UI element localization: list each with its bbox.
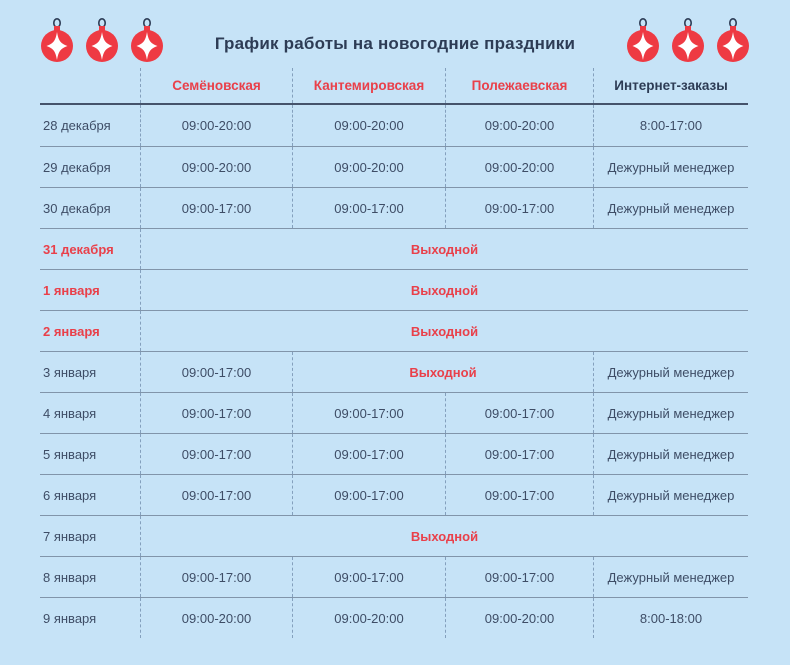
table-row <box>40 597 748 638</box>
table-row <box>40 187 748 228</box>
schedule-cell: 09:00-17:00 <box>445 475 593 515</box>
schedule-cell: Дежурный менеджер <box>593 434 748 474</box>
schedule-cell: Дежурный менеджер <box>593 393 748 433</box>
schedule-cell: 09:00-17:00 <box>140 393 292 433</box>
column-header: Интернет-заказы <box>593 68 748 103</box>
christmas-ornament-icon <box>40 18 74 64</box>
table-row <box>40 392 748 433</box>
date-cell: 30 декабря <box>43 200 111 216</box>
schedule-cell: 09:00-17:00 <box>445 434 593 474</box>
christmas-ornament-icon <box>130 18 164 64</box>
column-header: Кантемировская <box>292 68 445 103</box>
schedule-cell: 09:00-20:00 <box>140 147 292 187</box>
schedule-cell: Дежурный менеджер <box>593 352 748 392</box>
header-date-empty <box>40 68 140 103</box>
dayoff-cell: Выходной <box>140 311 748 351</box>
date-cell: 7 января <box>43 528 97 544</box>
schedule-cell: 09:00-20:00 <box>292 105 445 146</box>
date-cell: 6 января <box>43 487 97 503</box>
schedule-cell: 09:00-20:00 <box>292 147 445 187</box>
date-cell: 2 января <box>43 323 100 339</box>
date-cell: 3 января <box>43 364 97 380</box>
column-header: Полежаевская <box>445 68 593 103</box>
date-cell: 5 января <box>43 446 97 462</box>
date-cell: 1 января <box>43 282 100 298</box>
table-row <box>40 433 748 474</box>
date-cell: 28 декабря <box>43 118 111 133</box>
date-cell: 4 января <box>43 405 97 421</box>
date-cell: 29 декабря <box>43 159 111 175</box>
schedule-cell: 09:00-20:00 <box>445 598 593 638</box>
schedule-cell: 09:00-20:00 <box>140 598 292 638</box>
table-row <box>40 310 748 351</box>
schedule-cell: 09:00-17:00 <box>140 434 292 474</box>
schedule-cell: 09:00-17:00 <box>140 557 292 597</box>
table-row <box>40 146 748 187</box>
schedule-cell: 09:00-17:00 <box>292 393 445 433</box>
christmas-ornament-icon <box>671 18 705 64</box>
schedule-cell: 09:00-17:00 <box>292 475 445 515</box>
page-title: График работы на новогодние праздники <box>214 34 576 53</box>
header-bar <box>0 0 790 68</box>
christmas-ornament-icon <box>716 18 750 64</box>
dayoff-cell: Выходной <box>140 229 748 269</box>
column-header: Семёновская <box>140 68 292 103</box>
schedule-cell: 09:00-17:00 <box>140 188 292 228</box>
date-cell: 31 декабря <box>43 241 114 257</box>
christmas-ornament-icon <box>85 18 119 64</box>
table-row <box>40 351 748 392</box>
table-row <box>40 105 748 146</box>
schedule-cell: Дежурный менеджер <box>593 188 748 228</box>
table-row <box>40 556 748 597</box>
christmas-ornament-icon <box>626 18 660 64</box>
schedule-cell: Дежурный менеджер <box>593 147 748 187</box>
schedule-cell: 09:00-17:00 <box>292 434 445 474</box>
schedule-cell: 09:00-17:00 <box>445 188 593 228</box>
ornaments-right <box>626 18 750 64</box>
table-row <box>40 228 748 269</box>
table-header-row <box>40 68 748 105</box>
schedule-table <box>40 68 748 638</box>
schedule-cell: 8:00-17:00 <box>593 105 748 146</box>
schedule-cell: Дежурный менеджер <box>593 557 748 597</box>
date-cell: 8 января <box>43 569 97 585</box>
dayoff-cell: Выходной <box>140 516 748 556</box>
dayoff-cell: Выходной <box>140 270 748 310</box>
schedule-cell: 09:00-17:00 <box>445 393 593 433</box>
schedule-cell: Дежурный менеджер <box>593 475 748 515</box>
schedule-cell: 09:00-20:00 <box>140 105 292 146</box>
schedule-cell: 09:00-17:00 <box>292 557 445 597</box>
date-cell: 9 января <box>43 610 97 626</box>
table-body <box>40 105 748 638</box>
table-row <box>40 515 748 556</box>
schedule-cell: 09:00-17:00 <box>292 188 445 228</box>
schedule-cell: 09:00-17:00 <box>445 557 593 597</box>
schedule-cell: 09:00-20:00 <box>445 105 593 146</box>
schedule-cell: 09:00-17:00 <box>140 352 292 392</box>
schedule-cell: 09:00-17:00 <box>140 475 292 515</box>
schedule-cell: 09:00-20:00 <box>445 147 593 187</box>
table-row <box>40 474 748 515</box>
dayoff-cell: Выходной <box>292 352 593 392</box>
table-row <box>40 269 748 310</box>
schedule-cell: 8:00-18:00 <box>593 598 748 638</box>
ornaments-left <box>40 18 164 64</box>
schedule-cell: 09:00-20:00 <box>292 598 445 638</box>
